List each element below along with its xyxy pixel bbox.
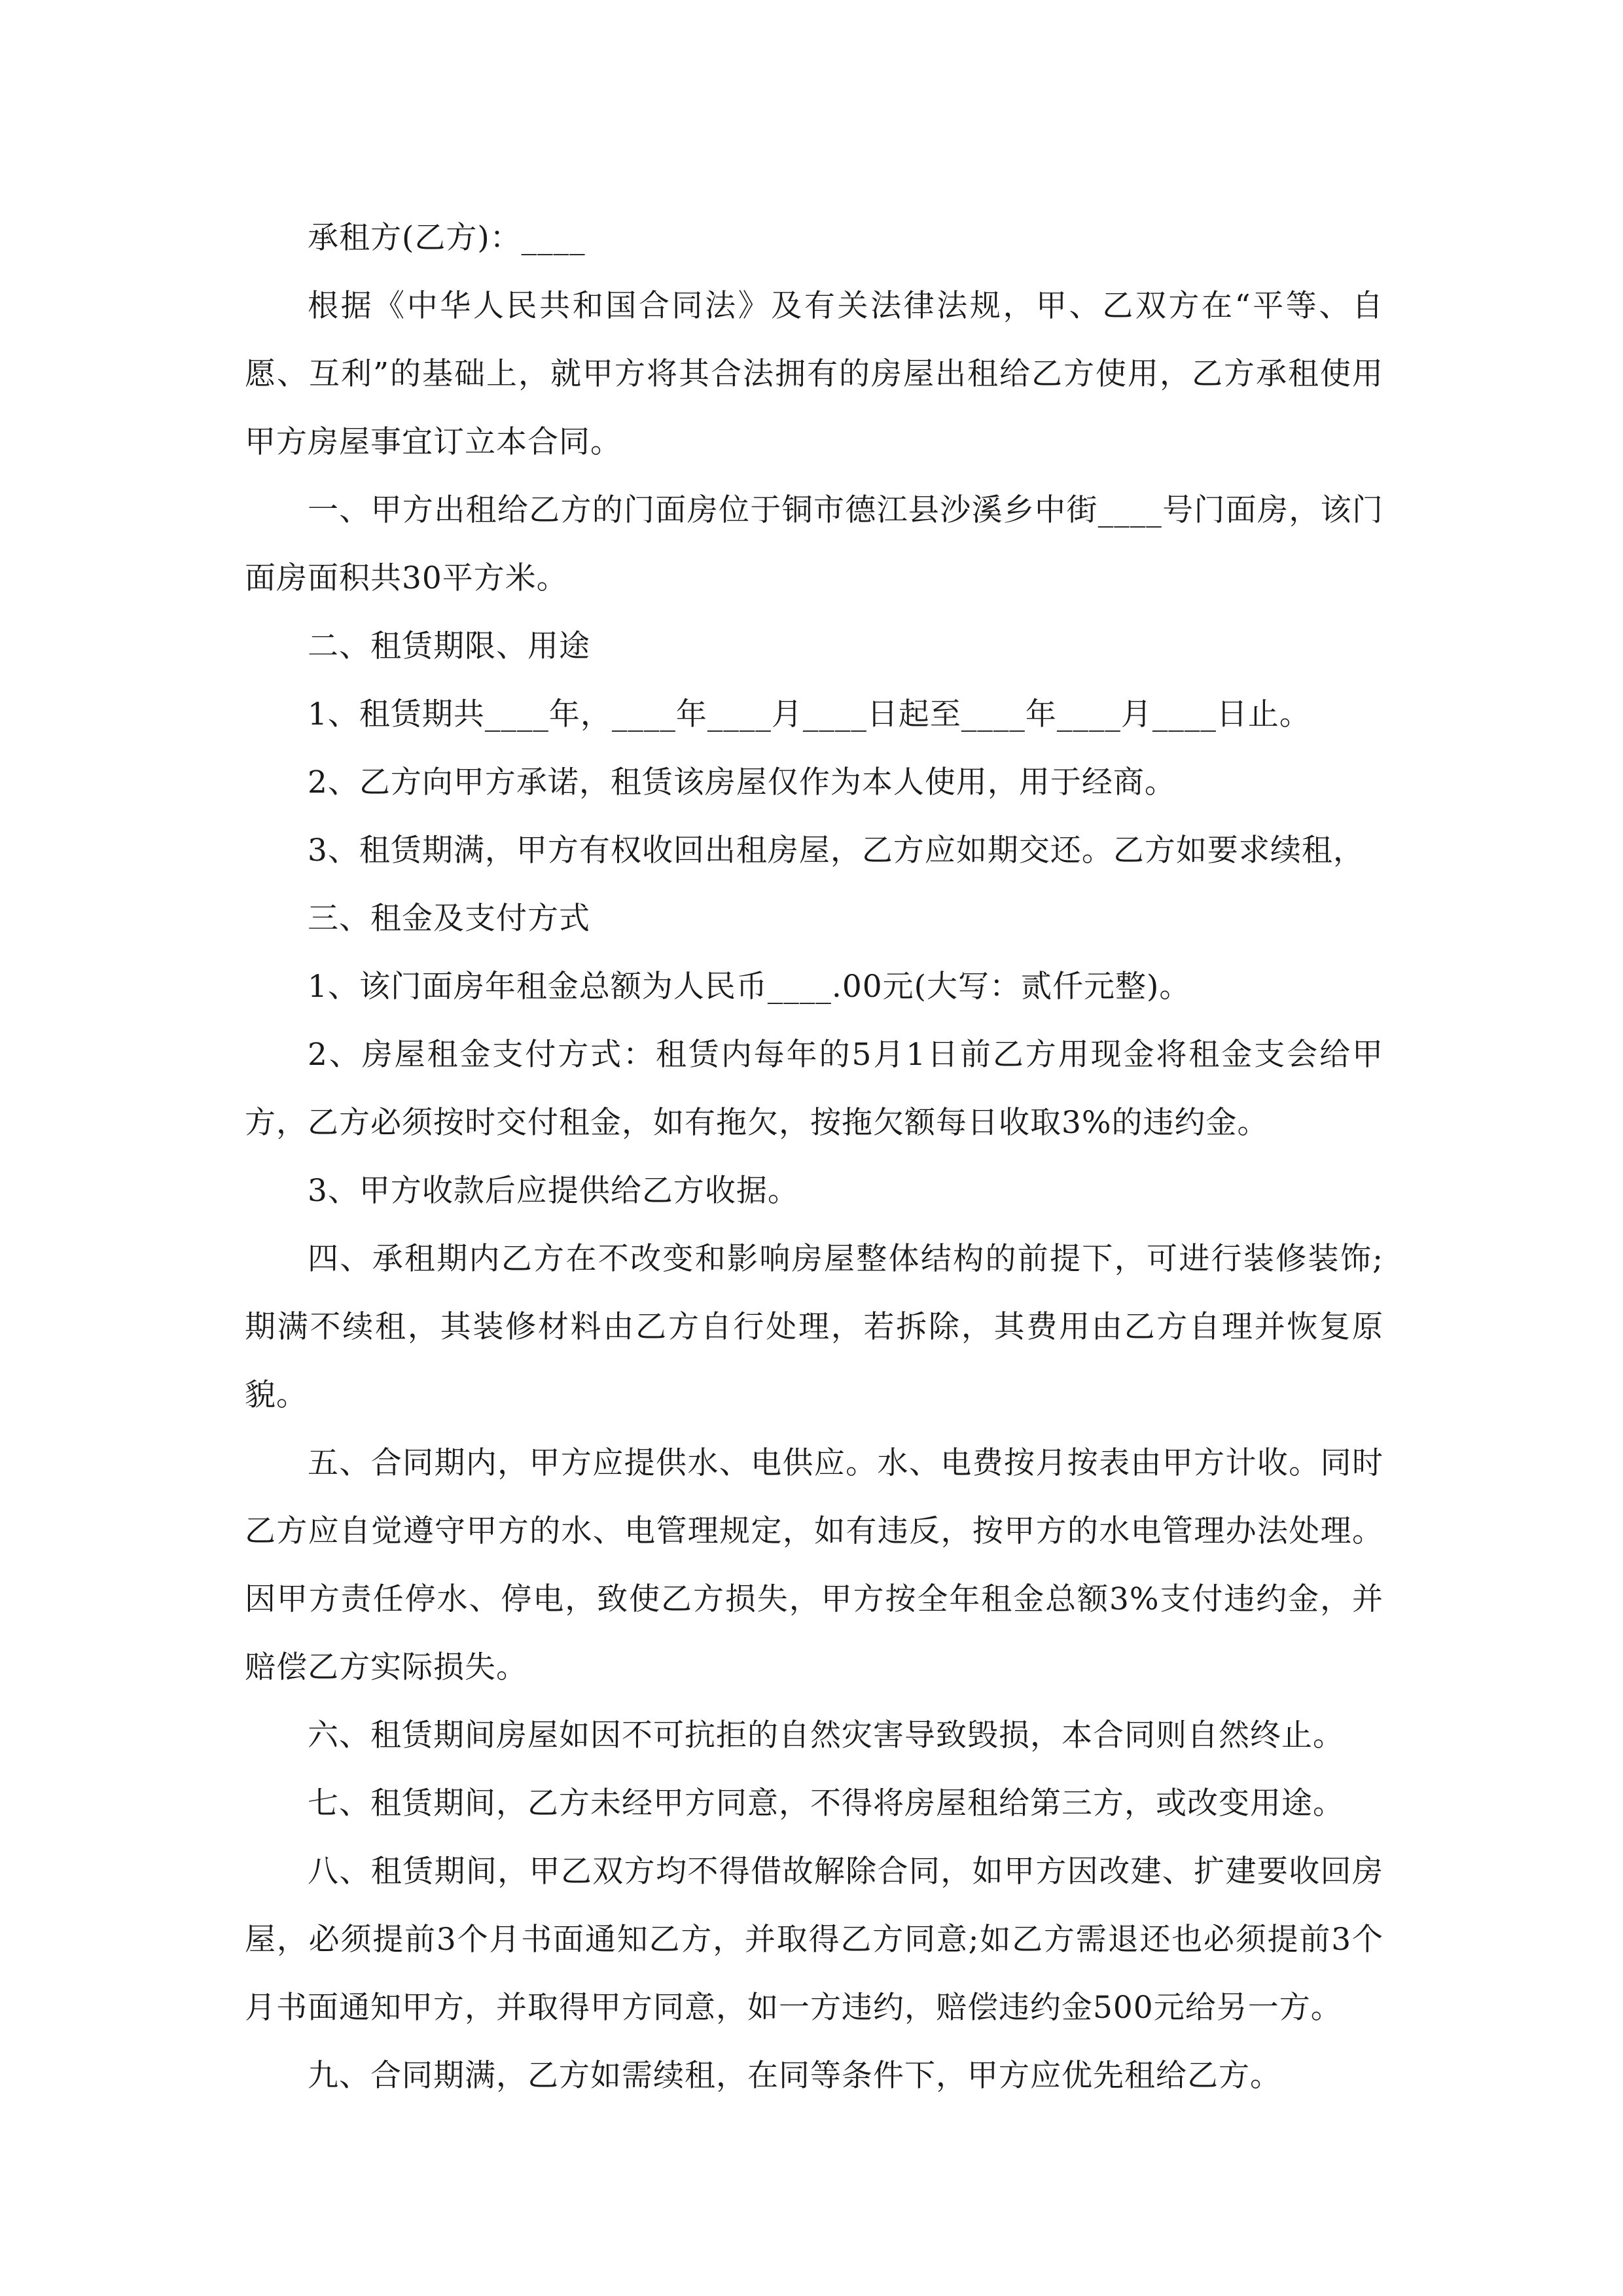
contract-body [245, 204, 1383, 2110]
clause-2-heading: 二、租赁期限、用途 [308, 628, 590, 664]
clause-4-renovation: 四、承租期内乙方在不改变和影响房屋整体结构的前提下，可进行装修装饰;期满不续租，其装修材料由乙方自行处理，若拆除，其费用由乙方自理并恢复原貌。 [245, 1241, 1383, 1413]
clause-3-item-3: 3、甲方收款后应提供给乙方收据。 [308, 1173, 799, 1209]
clause-2-item-2: 2、乙方向甲方承诺，租赁该房屋仅作为本人使用，用于经商。 [308, 764, 1176, 800]
clause-7-sublease: 七、租赁期间，乙方未经甲方同意，不得将房屋租给第三方，或改变用途。 [308, 1785, 1344, 1821]
clause-3-item-2: 2、房屋租金支付方式：租赁内每年的5月1日前乙方用现金将租金支会给甲方，乙方必须按时交付租金，如有拖欠，按拖欠额每日收取3%的违约金。 [245, 1037, 1383, 1141]
clause-1-premises: 一、甲方出租给乙方的门面房位于铜市德江县沙溪乡中街____号门面房，该门面房面积共30平方米。 [245, 492, 1383, 596]
clause-3-heading: 三、租金及支付方式 [308, 901, 590, 937]
clause-9-renewal: 九、合同期满，乙方如需续租，在同等条件下，甲方应优先租给乙方。 [308, 2058, 1281, 2094]
clause-3-item-1: 1、该门面房年租金总额为人民币____.00元(大写：贰仟元整)。 [308, 969, 1191, 1005]
clause-5-utilities: 五、合同期内，甲方应提供水、电供应。水、电费按月按表由甲方计收。同时乙方应自觉遵守甲方的水、电管理规定，如有违反，按甲方的水电管理办法处理。因甲方责任停水、停电，致使乙方损失，甲方按全年租金总额3%支付违约金，并赔偿乙方实际损失。 [245, 1445, 1383, 1685]
clause-2-item-1: 1、租赁期共____年，____年____月____日起至____年____月____日止。 [308, 696, 1311, 732]
clause-8-termination: 八、租赁期间，甲乙双方均不得借故解除合同，如甲方因改建、扩建要收回房屋，必须提前3个月书面通知乙方，并取得乙方同意;如乙方需退还也必须提前3个月书面通知甲方，并取得甲方同意，如一方违约，赔偿违约金500元给另一方。 [245, 1854, 1383, 2026]
preamble-paragraph: 根据《中华人民共和国合同法》及有关法律法规，甲、乙双方在“平等、自愿、互利”的基础上，就甲方将其合法拥有的房屋出租给乙方使用，乙方承租使用甲方房屋事宜订立本合同。 [245, 288, 1383, 460]
clause-2-item-3: 3、租赁期满，甲方有权收回出租房屋，乙方应如期交还。乙方如要求续租， [308, 833, 1364, 869]
clause-6-force-majeure: 六、租赁期间房屋如因不可抗拒的自然灾害导致毁损，本合同则自然终止。 [308, 1717, 1344, 1753]
lessee-line: 承租方(乙方)：____ [308, 220, 586, 256]
